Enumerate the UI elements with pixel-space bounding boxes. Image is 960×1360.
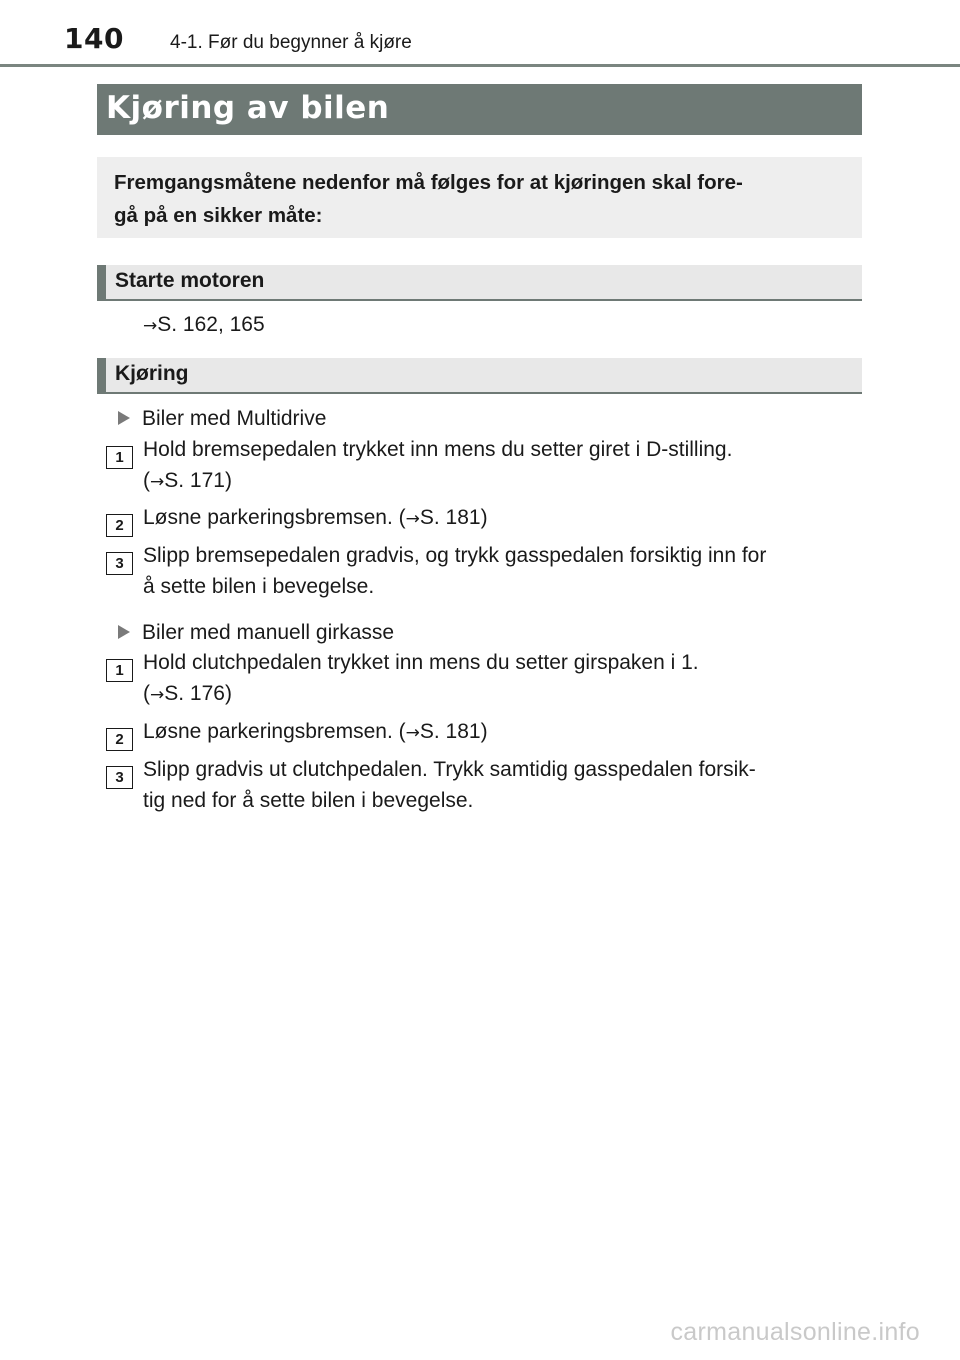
section-heading-driving: Kjøring xyxy=(97,358,862,394)
step-number: 3 xyxy=(106,552,133,575)
variant-manual xyxy=(118,617,394,648)
step-text: Løsne parkeringsbremsen. (→S. 181) xyxy=(143,506,488,529)
intro-line-2: gå på en sikker måte: xyxy=(114,204,323,227)
variant-label: Biler med manuell girkasse xyxy=(142,621,395,644)
arrow-right-icon: → xyxy=(405,723,420,743)
variant-label: Biler med Multidrive xyxy=(142,407,327,430)
triangle-bullet-icon xyxy=(118,411,130,425)
page-header xyxy=(0,0,960,68)
step-text: Slipp bremsepedalen gradvis, og trykk gasspedalen forsiktig inn for å sette bilen i bevegelse. xyxy=(143,544,767,598)
page-reference: S. 162, 165 xyxy=(157,313,265,336)
step-text: Slipp gradvis ut clutchpedalen. Trykk samtidig gasspedalen forsik- tig ned for å sette bilen i bevegelse. xyxy=(143,758,756,812)
section-heading-start-engine: Starte motoren xyxy=(97,265,862,301)
step-text: Hold clutchpedalen trykket inn mens du setter girspaken i 1. (→S. 176) xyxy=(143,651,699,705)
arrow-right-icon: → xyxy=(143,316,158,336)
step-number: 2 xyxy=(106,514,133,537)
step-number: 2 xyxy=(106,728,133,751)
section-title-bar xyxy=(97,84,862,135)
start-engine-reference xyxy=(143,309,858,342)
watermark: carmanualsonline.info xyxy=(670,1318,920,1346)
step-text: Hold bremsepedalen trykket inn mens du setter giret i D-stilling. (→S. 171) xyxy=(143,438,733,492)
variant-multidrive xyxy=(118,403,326,434)
page-title: Kjøring av bilen xyxy=(106,90,390,126)
step-number: 3 xyxy=(106,766,133,789)
arrow-right-icon: → xyxy=(405,509,420,529)
intro-box xyxy=(97,157,862,238)
step-text: Løsne parkeringsbremsen. (→S. 181) xyxy=(143,720,488,743)
header-rule xyxy=(0,64,960,67)
step-number: 1 xyxy=(106,446,133,469)
arrow-right-icon: → xyxy=(150,472,165,492)
arrow-right-icon: → xyxy=(150,685,165,705)
triangle-bullet-icon xyxy=(118,625,130,639)
intro-line-1: Fremgangsmåtene nedenfor må følges for at kjøringen skal fore- xyxy=(114,171,743,194)
step-number: 1 xyxy=(106,659,133,682)
chapter-title: 4-1. Før du begynner å kjøre xyxy=(170,32,412,53)
page-number: 140 xyxy=(64,22,124,55)
